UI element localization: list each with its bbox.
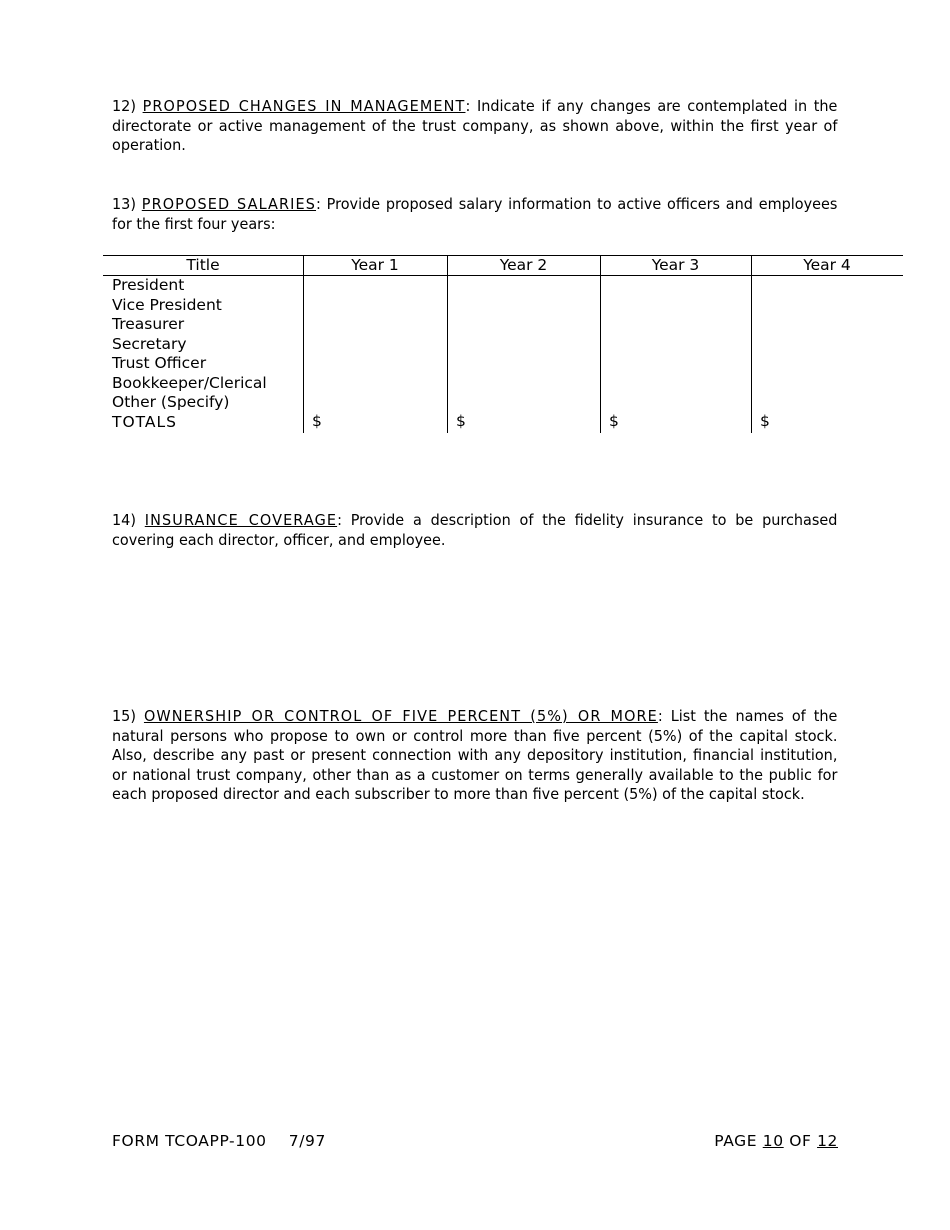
section-body: : List the names of the natural persons who propose to own or control more than five percent (5%) of the capital stock. Also, describe any past or present connection with any depository institution, financial institution, or national trust company, other than as a customer on terms generally available to the public for each proposed director and each subscriber to more than five percent (5%) of the capital stock. — [112, 707, 838, 803]
page-label: PAGE — [714, 1132, 758, 1150]
section-body: : Indicate if any changes are contemplated in the directorate or active management of the trust company, as shown above, within the first year of operation. — [112, 97, 838, 154]
table-row: Vice President — [112, 295, 222, 314]
form-date: 7/97 — [288, 1132, 326, 1150]
header-year-3: Year 3 — [651, 256, 700, 274]
section-heading: PROPOSED CHANGES IN MANAGEMENT — [142, 97, 466, 115]
total-year-2: $ — [456, 412, 466, 430]
page-total: 12 — [817, 1132, 838, 1150]
section-13 — [112, 195, 837, 234]
section-15 — [112, 707, 837, 805]
total-year-4: $ — [760, 412, 770, 430]
section-number: 15) — [112, 707, 136, 725]
of-label: OF — [789, 1132, 812, 1150]
column-divider — [600, 255, 601, 433]
total-year-1: $ — [312, 412, 322, 430]
title-column — [112, 276, 267, 432]
form-number: FORM TCOAPP-100 — [112, 1132, 267, 1150]
table-row: Secretary — [112, 334, 187, 353]
section-body: : Provide a description of the fidelity insurance to be purchased covering each director, officer, and employee. — [112, 511, 838, 549]
header-year-1: Year 1 — [351, 256, 399, 274]
section-number: 14) — [112, 511, 136, 529]
column-divider — [303, 255, 304, 433]
table-row: Treasurer — [112, 315, 185, 333]
column-divider — [447, 255, 448, 433]
header-year-4: Year 4 — [803, 256, 851, 274]
page-current: 10 — [762, 1132, 784, 1150]
total-year-3: $ — [609, 412, 619, 430]
section-12 — [112, 97, 837, 156]
table-row: President — [112, 276, 185, 294]
footer-form-id — [112, 1131, 326, 1151]
section-heading: PROPOSED SALARIES — [141, 195, 317, 213]
table-row: Bookkeeper/Clerical — [112, 373, 267, 392]
column-divider — [751, 255, 752, 433]
salary-table — [103, 255, 903, 433]
totals-row: TOTALS — [112, 412, 178, 431]
section-heading: OWNERSHIP OR CONTROL OF FIVE PERCENT (5%) OR MORE — [143, 707, 658, 725]
table-row: Other (Specify) — [112, 393, 230, 411]
header-year-2: Year 2 — [499, 256, 548, 274]
section-14 — [112, 511, 837, 550]
section-number: 12) — [112, 97, 136, 115]
section-body: : Provide proposed salary information to active officers and employees for the first four years: — [112, 195, 838, 233]
section-number: 13) — [112, 195, 136, 213]
table-row: Trust Officer — [112, 354, 207, 372]
footer-page-number — [714, 1131, 838, 1151]
header-title: Title — [186, 256, 220, 274]
section-heading: INSURANCE COVERAGE — [144, 511, 338, 529]
